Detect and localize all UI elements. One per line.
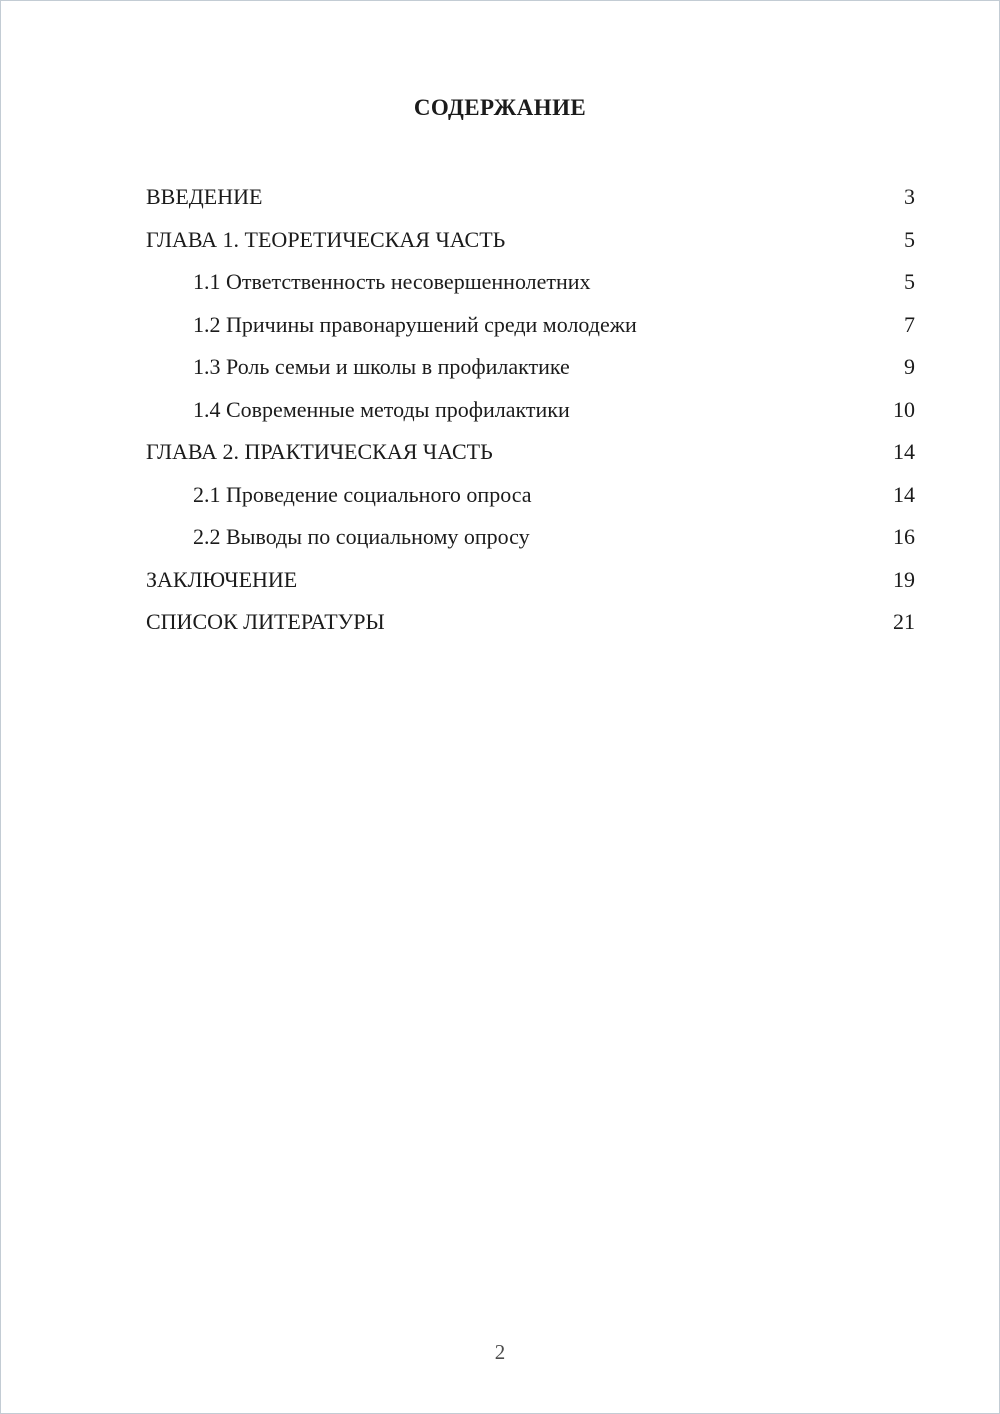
toc-entry-label: 2.2 Выводы по социальному опросу [193, 524, 530, 549]
toc-entry-page: 9 [904, 354, 915, 379]
toc-row [146, 304, 915, 347]
toc-row [146, 516, 915, 559]
toc-entry-label: ГЛАВА 1. ТЕОРЕТИЧЕСКАЯ ЧАСТЬ [146, 226, 506, 252]
toc-row [146, 219, 915, 262]
toc-row [146, 176, 915, 219]
toc-entry-label: 1.4 Современные методы профилактики [193, 396, 570, 422]
toc-entry-page: 14 [893, 481, 915, 507]
toc-entry-label: 2.1 Проведение социального опроса [193, 481, 532, 507]
toc-entry-page: 16 [893, 524, 915, 549]
toc-row [146, 431, 915, 474]
footer-page-number: 2 [494, 1340, 506, 1364]
toc-row [146, 601, 915, 644]
toc-entry-label: ВВЕДЕНИЕ [146, 184, 263, 209]
toc-entry-page: 3 [904, 184, 915, 209]
toc-row [146, 389, 915, 432]
toc-row [146, 261, 915, 304]
toc-entry-page: 5 [904, 269, 915, 294]
toc-entry-label: СПИСОК ЛИТЕРАТУРЫ [146, 609, 385, 634]
toc-entry-page: 21 [893, 609, 915, 634]
toc-row [146, 346, 915, 389]
table-of-contents [1, 176, 999, 644]
page-title: СОДЕРЖАНИЕ [413, 95, 587, 120]
toc-entry-page: 5 [904, 226, 915, 252]
toc-entry-page: 10 [893, 396, 915, 422]
toc-entry-label: 1.2 Причины правонарушений среди молодежи [193, 311, 637, 337]
toc-row [146, 559, 915, 602]
toc-entry-label: 1.3 Роль семьи и школы в профилактике [193, 354, 570, 379]
toc-entry-page: 19 [893, 566, 915, 592]
toc-entry-label: ГЛАВА 2. ПРАКТИЧЕСКАЯ ЧАСТЬ [146, 439, 493, 464]
toc-entry-page: 7 [904, 311, 915, 337]
toc-entry-page: 14 [893, 439, 915, 464]
toc-entry-label: 1.1 Ответственность несовершеннолетних [193, 269, 591, 294]
toc-entry-label: ЗАКЛЮЧЕНИЕ [146, 566, 298, 592]
toc-row [146, 474, 915, 517]
